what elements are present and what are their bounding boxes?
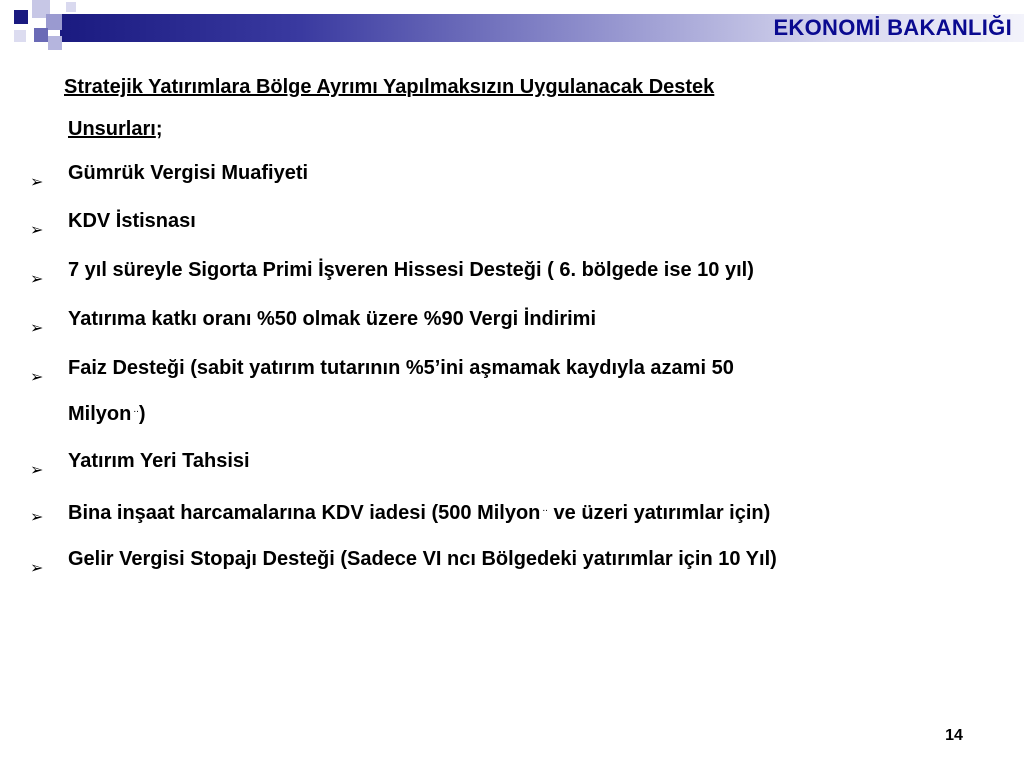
decorative-square [14,10,28,24]
list-item-text [68,488,988,534]
heading-suffix: ; [155,118,163,140]
list-item-text: Gümrük Vergisi Muafiyeti [68,162,309,184]
list-item-text-line-1: Faiz Desteği (sabit yatırım tutarının %5’ini aşmamak kaydıyla azami 50 [68,357,734,379]
brand-title: EKONOMİ BAKANLIĞI [773,15,1012,40]
decorative-square [34,28,48,42]
arrow-bullet-icon: ➢ [30,509,44,526]
list-item-suffix: ve üzeri yatırımlar için) [547,502,771,524]
arrow-bullet-icon: ➢ [30,369,44,386]
list-item-text-main: Bina inşaat harcamalarına KDV iadesi (500 Milyon [68,502,541,524]
heading-underlined-word: Unsurları [68,118,156,140]
arrow-bullet-icon: ➢ [30,174,44,191]
list-item-text [68,348,988,435]
list-item-text: Yatırım Yeri Tahsisi [68,450,250,472]
list-item-suffix: ) [138,403,146,425]
decorative-square [48,36,62,50]
arrow-bullet-icon: ➢ [30,271,44,288]
heading-line-1: Stratejik Yatırımlara Bölge Ayrımı Yapılmaksızın Uygulanacak Destek [64,76,715,98]
list-item-text: KDV İstisnası [68,210,196,232]
list-item-text-line-2: Milyon [68,403,132,425]
arrow-bullet-icon: ➢ [30,320,44,337]
arrow-bullet-icon: ➢ [30,462,44,479]
list-item-text: 7 yıl süreyle Sigorta Primi İşveren Hissesi Desteği ( 6. bölgede ise 10 yıl) [68,259,754,281]
arrow-bullet-icon: ➢ [30,560,44,577]
decorative-square [66,2,76,12]
heading-line-2 [64,108,944,150]
decorative-square [14,30,26,42]
currency-mark: .. [542,503,548,514]
arrow-bullet-icon: ➢ [30,222,44,239]
list-item-text: Gelir Vergisi Stopajı Desteği (Sadece VI ncı Bölgedeki yatırımlar için 10 Yıl) [68,548,777,570]
page-number: 14 [945,727,963,744]
slide-heading [64,66,944,150]
list-item-text: Yatırıma katkı oranı %50 olmak üzere %90 Vergi İndirimi [68,308,597,330]
decorative-square [46,14,62,30]
currency-mark: .. [133,404,139,415]
